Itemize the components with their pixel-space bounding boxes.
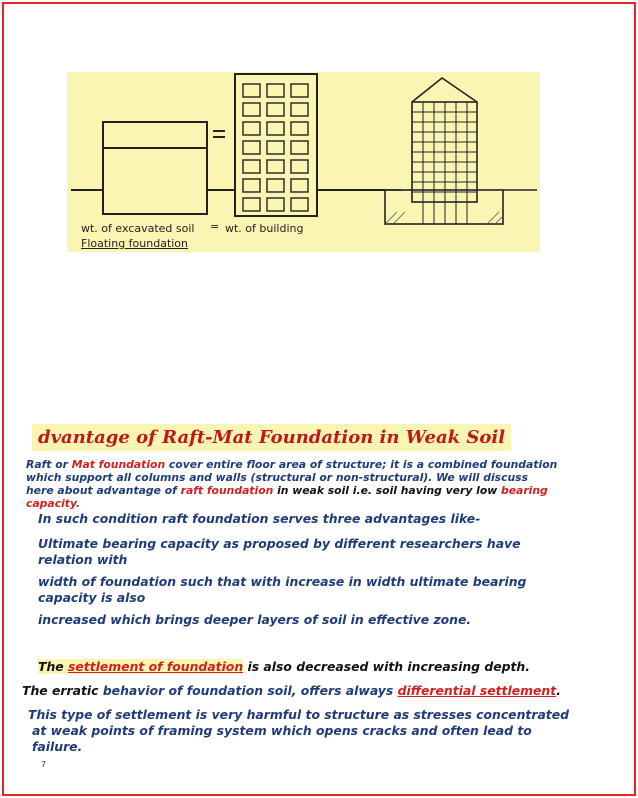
advantage-1: Ultimate bearing capacity as proposed by different researchers have relation with <box>38 536 521 567</box>
building-window <box>243 84 260 97</box>
label-equals: = <box>210 220 220 233</box>
intro-line-2: which support all columns and walls (structural or non-structural). We will discuss <box>26 471 529 484</box>
building-window <box>267 179 284 192</box>
advantage-3: increased which brings deeper layers of soil in effective zone. <box>38 612 472 627</box>
building-window <box>291 160 308 173</box>
building-window <box>243 179 260 192</box>
figure-caption: Floating foundation <box>81 237 189 250</box>
building-window <box>267 122 284 135</box>
building-window <box>291 198 308 211</box>
building-window <box>243 141 260 154</box>
term-raft-foundation: raft foundation <box>180 484 274 497</box>
erratic-line: The erratic behavior of foundation soil, offers always differential settlement. <box>22 683 561 698</box>
building-window <box>267 84 284 97</box>
intro-paragraph <box>26 458 557 510</box>
label-excavated-soil: wt. of excavated soil <box>81 222 195 235</box>
building-window <box>243 103 260 116</box>
building-window <box>291 179 308 192</box>
building-window <box>291 141 308 154</box>
page-number: 7 <box>41 760 47 769</box>
building-window <box>243 122 260 135</box>
label-building: wt. of building <box>225 222 304 235</box>
intro-line-3: here about advantage of raft foundation in weak soil i.e. soil having very low bearing <box>26 484 548 497</box>
term-settlement-of-foundation: settlement of foundation <box>68 659 244 674</box>
building-window <box>267 198 284 211</box>
advantage-2: width of foundation such that with increase in width ultimate bearing capacity is also <box>38 574 527 605</box>
building-window <box>291 122 308 135</box>
floating-foundation-figure <box>67 72 540 252</box>
building-window <box>267 103 284 116</box>
building-window <box>243 198 260 211</box>
settlement-line: The settlement of foundation is also decreased with increasing depth. <box>38 659 530 674</box>
building-window <box>291 103 308 116</box>
term-differential-settlement: differential settlement <box>397 683 557 698</box>
section-heading: dvantage of Raft-Mat Foundation in Weak Soil <box>32 424 511 451</box>
term-bearing: bearing <box>500 484 548 497</box>
advantages-intro: In such condition raft foundation serves three advantages like- <box>38 511 481 526</box>
building-window <box>291 84 308 97</box>
final-paragraph: This type of settlement is very harmful to structure as stresses concentrated at weak points of framing system which opens cracks and often lead to failure. <box>28 707 569 754</box>
building-window <box>243 160 260 173</box>
term-mat-foundation: Mat foundation <box>71 458 166 471</box>
intro-line-1: Raft or Mat foundation cover entire floor area of structure; it is a combined foundation <box>26 458 558 471</box>
building-window <box>267 141 284 154</box>
building-window <box>267 160 284 173</box>
intro-line-4: capacity. <box>26 497 81 510</box>
